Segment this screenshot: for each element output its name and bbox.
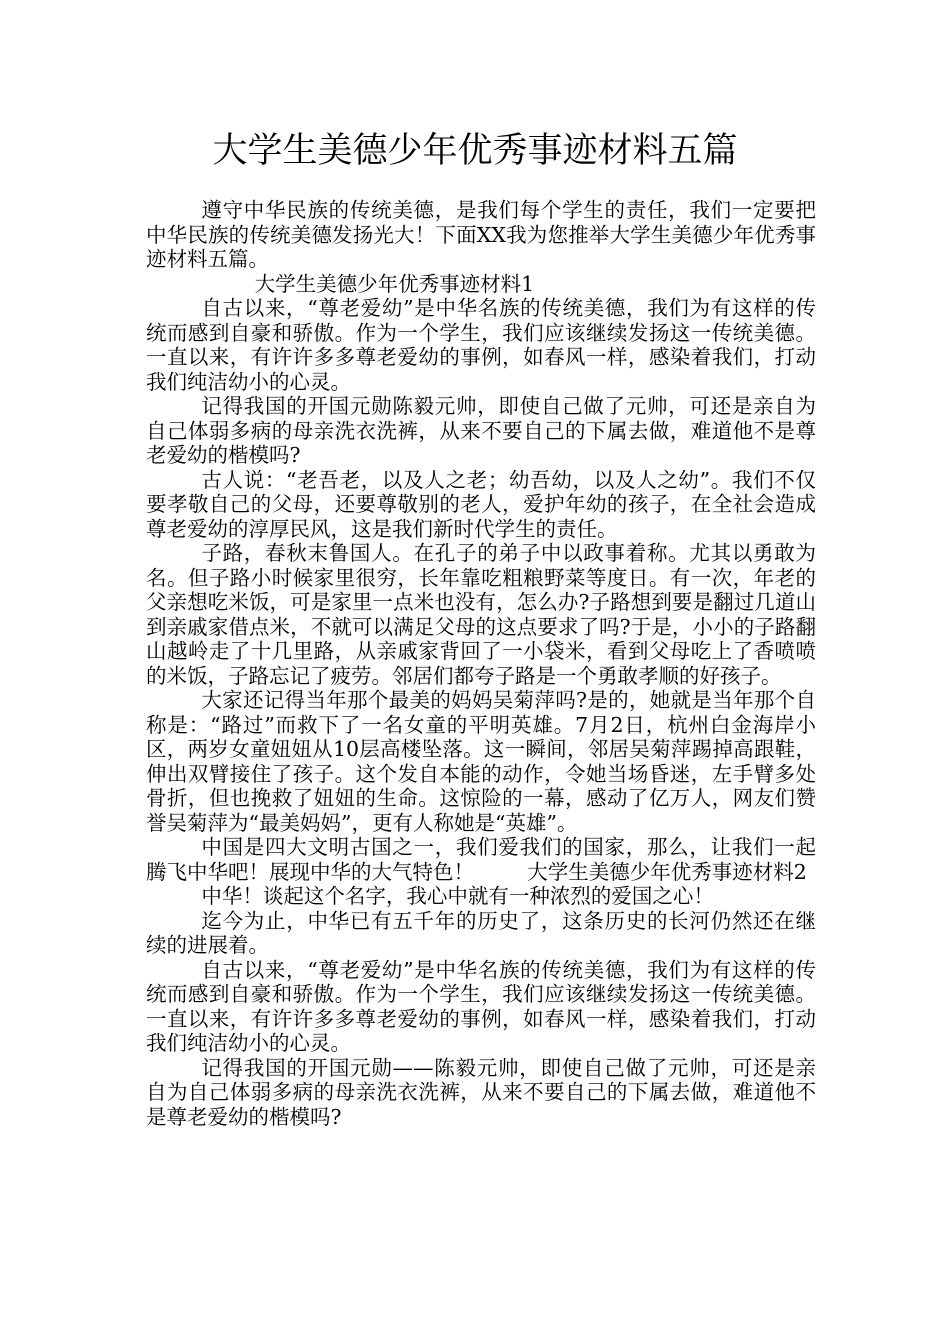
paragraph: 记得我国的开国元勋——陈毅元帅，即使自己做了元帅，可还是亲自为自己体弱多病的母亲洗衣洗裤，从来不要自己的下属去做，难道他不是尊老爱幼的楷模吗? — [146, 1055, 816, 1129]
paragraph: 自古以来，“尊老爱幼”是中华名族的传统美德，我们为有这样的传统而感到自豪和骄傲。作为一个学生，我们应该继续发扬这一传统美德。一直以来，有许许多多尊老爱幼的事例，如春风一样，感染着我们，打动我们纯洁幼小的心灵。 — [146, 296, 816, 394]
paragraph: 迄今为止，中华已有五千年的历史了，这条历史的长河仍然还在继续的进展着。 — [146, 908, 816, 957]
paragraph: 子路，春秋末鲁国人。在孔子的弟子中以政事着称。尤其以勇敢为名。但子路小时候家里很穷，长年靠吃粗粮野菜等度日。有一次，年老的父亲想吃米饭，可是家里一点米也没有，怎么办?子路想到要是翻过几道山到亲戚家借点米，不就可以满足父母的这点要求了吗?于是，小小的子路翻山越岭走了十几里路，从亲戚家背回了一小袋米，看到父母吃上了香喷喷的米饭，子路忘记了疲劳。邻居们都夸子路是一个勇敢孝顺的好孩子。 — [146, 541, 816, 688]
section-2-heading: 大学生美德少年优秀事迹材料2 — [527, 859, 807, 884]
closing-text: 中国是四大文明古国之一，我们爱我们的国家，那么，让我们一起腾飞中华吧！展现中华的大气特色！ — [146, 835, 816, 884]
document-title: 大学生美德少年优秀事迹材料五篇 — [212, 131, 738, 171]
document-body — [146, 198, 816, 1129]
intro-paragraph: 遵守中华民族的传统美德，是我们每个学生的责任，我们一定要把中华民族的传统美德发扬光大！下面XX我为您推举大学生美德少年优秀事迹材料五篇。 — [146, 198, 816, 271]
section-1-heading: 大学生美德少年优秀事迹材料1 — [254, 271, 535, 296]
paragraph: 大家还记得当年那个最美的妈妈吴菊萍吗?是的，她就是当年那个自称是：“路过”而救下了一名女童的平明英雄。7月2日，杭州白金海岸小区，两岁女童妞妞从10层高楼坠落。这一瞬间，邻居吴菊萍踢掉高跟鞋，伸出双臂接住了孩子。这个发自本能的动作，令她当场昏迷，左手臂多处骨折，但也挽救了妞妞的生命。这惊险的一幕，感动了亿万人，网友们赞誉吴菊萍为“最美妈妈”，更有人称她是“英雄”。 — [146, 688, 816, 835]
paragraph: 自古以来，“尊老爱幼”是中华名族的传统美德，我们为有这样的传统而感到自豪和骄傲。作为一个学生，我们应该继续发扬这一传统美德。一直以来，有许许多多尊老爱幼的事例，如春风一样，感染着我们，打动我们纯洁幼小的心灵。 — [146, 957, 816, 1055]
paragraph: 古人说：“老吾老，以及人之老；幼吾幼，以及人之幼”。我们不仅要孝敬自己的父母，还要尊敬别的老人，爱护年幼的孩子，在全社会造成尊老爱幼的淳厚民风，这是我们新时代学生的责任。 — [146, 467, 816, 541]
paragraph: 中华！谈起这个名字，我心中就有一种浓烈的爱国之心！ — [201, 884, 714, 908]
paragraph: 记得我国的开国元勋陈毅元帅，即使自己做了元帅，可还是亲自为自己体弱多病的母亲洗衣洗裤，从来不要自己的下属去做，难道他不是尊老爱幼的楷模吗? — [146, 394, 816, 467]
closing-paragraph — [146, 835, 816, 884]
